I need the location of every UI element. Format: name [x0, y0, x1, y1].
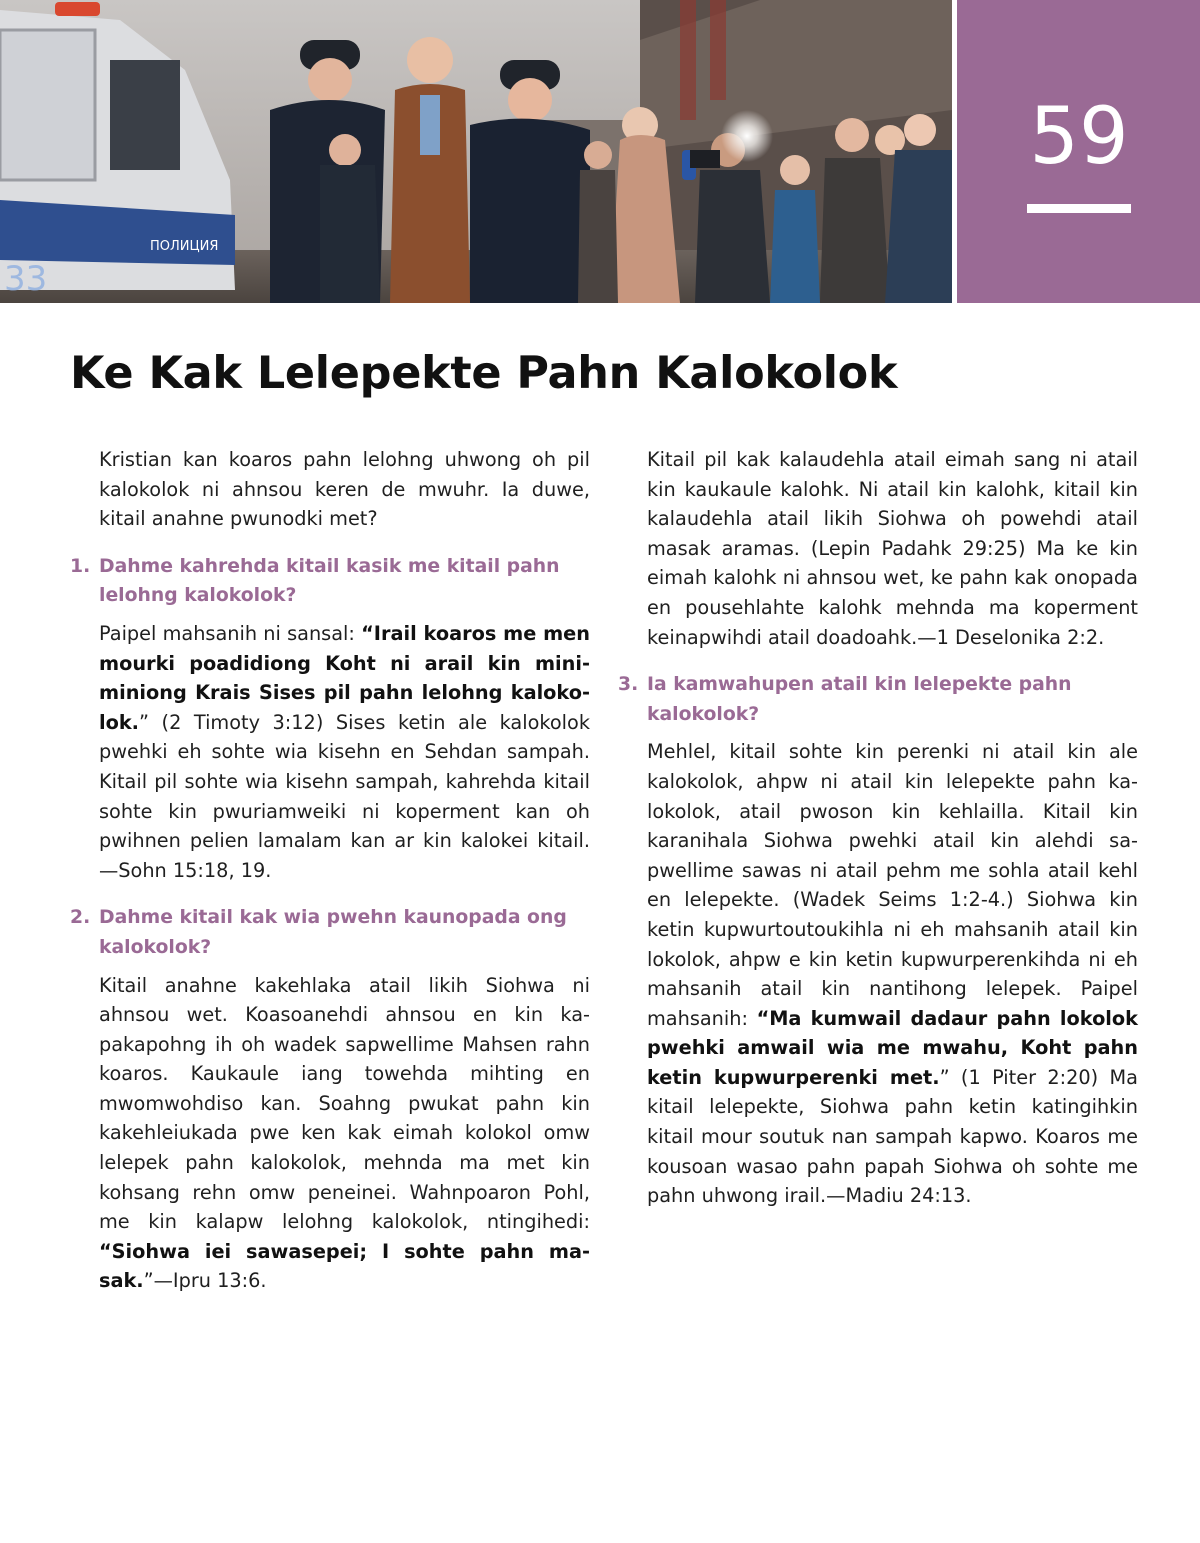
van-number-text: 33: [4, 259, 48, 299]
question-3: [618, 670, 1138, 729]
answer-2-continuation: Kitail pil kak kalaudehla atail eimah sang ni atail kin kaukaule kalohk. Ni atail kin kalohk, kitail kin kalaudehla atail likih Siohwa oh powehdi atail masak aramas. (Lepin Padahk 29:25) Ma ke kin eimah kalohk ni ahnsou wet, ke pahn kak onopada en pousehlahte kalohk mehnda ma koperment keinapwihdi atail doadoahk.—1 Deselonika 2:2.: [647, 448, 1138, 649]
lesson-title: Ke Kak Lelepekte Pahn Kalokolok: [70, 348, 898, 399]
answer-2-text-start: Kitail anahne kakehlaka atail likih Siohwa ni ahnsou wet. Koasoanehdi ahnsou en kin kapakapohng ih oh wadek sapwellime Mahsen rahn koaros. Kaukaule iang towehda mihting en mwomwohdiso kan. Soahng pwukat pahn kin kakehleiukada pwe ken kak eimah kolokol omw lelepek pahn kalokolok, mehnda ma met kin kohsang rehn omw peneinei. Wahnpoaron Pohl, me kin kalapw lelohng kalokolok, ntingihedi:: [99, 973, 590, 1234]
question-2: [70, 903, 590, 962]
question-2-number: 2.: [70, 907, 91, 929]
lesson-number: 59: [1029, 92, 1129, 182]
answer-3-text-end: ” (1 Piter 2:20) Ma kitail lelepekte, Siohwa pahn ketin katingihkin kitail mour soutuk nan sampah kapwo. Koaros me kousoan wasao pahn papah Siohwa oh sohte me pahn uhwong irail.—Madiu 24:13.: [647, 1065, 1139, 1208]
answer-1-paragraph: [70, 619, 590, 885]
question-3-number: 3.: [618, 674, 639, 696]
answer-2-text-end: ”—Ipru 13:6.: [143, 1269, 267, 1293]
question-1-text: Dahme kahrehda kitail kasik me kitail pahn lelohng kalokolok?: [99, 555, 560, 607]
column-right: [618, 445, 1138, 1229]
lesson-number-underline: [1027, 204, 1131, 213]
answer-3-text-start: Mehlel, kitail sohte kin perenki ni atail kin ale kalokolok, ahpw ni atail kin lelepekte pahn kalokolok, atail pwoson kin kehlailla. Kitail kin karanihala Siohwa pwehki atail kin alehdi sapwellime sawas ni atail pehm me sohla atail kehl en lelepekte. (Wadek Seims 1:2-4.) Siohwa kin ketin kupwurtoutoukihla ni eh mahsanih atail kin lokolok, ahpw e kin ketin kupwurperenkihda ni eh mahsanih atail kin nantihong lelepek. Paipel mahsanih:: [647, 740, 1138, 1030]
answer-1-text-start: Paipel mahsanih ni sansal:: [99, 621, 362, 645]
police-arrest-scene-image: [0, 0, 952, 303]
intro-paragraph: Kristian kan koaros pahn lelohng uhwong oh pil kalokolok ni ahnsou keren de mwuhr. Ia duwe, kitail anahne pwunodki met?: [99, 448, 590, 531]
answer-2-paragraph: [70, 971, 590, 1297]
question-3-text: Ia kamwahupen atail kin lelepekte pahn kalokolok?: [647, 674, 1072, 725]
answer-1-text-end: ” (2 Timoty 3:12) Sises ketin ale kalokolok pwehki eh sohte wia kisehn en Sehdan sampah. Kitail pil sohte wia kisehn sampah, kahrehda kitail sohte kin pwuriamweiki ni koperment kan oh pwihnen pelien lamalam kan ar kin kalokei kitail. —Sohn 15:18, 19.: [99, 710, 590, 882]
answer-1-quote: “Irail koaros me men mourki poadidiong Koht ni arail kin miniminiong Krais Sises pil pahn lelohng kalokolok.: [99, 621, 590, 734]
question-2-text: Dahme kitail kak wia pwehn kaunopada ong kalokolok?: [99, 907, 567, 958]
lesson-photo: [0, 0, 952, 303]
answer-2-quote: “Siohwa iei sawasepei; I sohte pahn masak.: [99, 1239, 590, 1293]
lesson-number-badge: [957, 0, 1200, 303]
camera-flash: [721, 110, 773, 162]
column-left: [70, 445, 590, 1314]
van-label-text: ПОЛИЦИЯ: [150, 239, 219, 254]
question-1-number: 1.: [70, 555, 91, 577]
question-1: [70, 552, 590, 611]
answer-3-paragraph: [618, 737, 1138, 1211]
answer-3-quote: “Ma kumwail dadaur pahn lokolok pwehki amwail wia me mwahu, Koht pahn ketin kupwurperenki met.: [647, 1006, 1138, 1089]
